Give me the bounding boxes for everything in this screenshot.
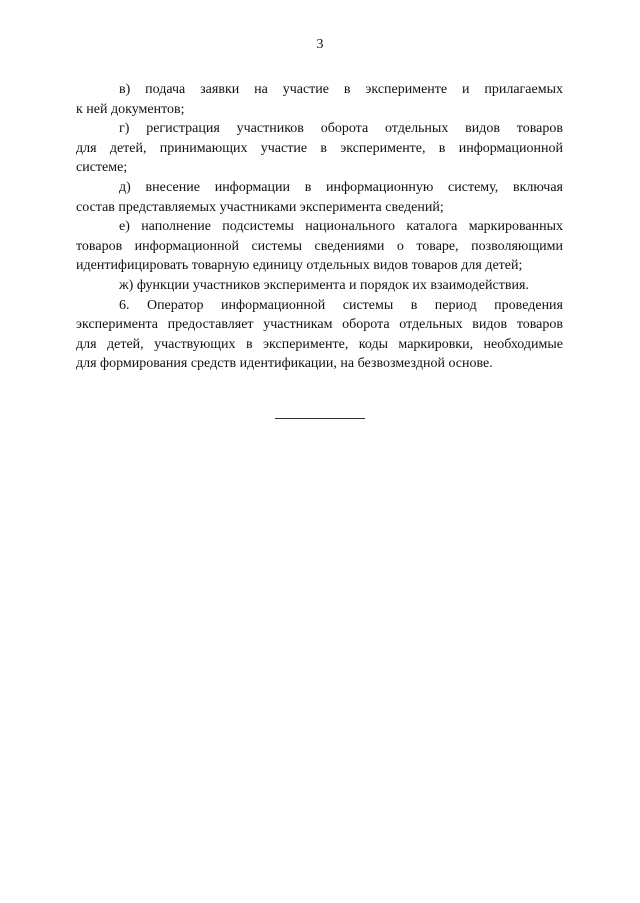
text-line: к ней документов;: [76, 101, 185, 117]
document-body: [76, 80, 563, 374]
text-line: д) внесение информации в информационную систему, включая: [119, 179, 563, 195]
text-line: системе;: [76, 160, 128, 176]
page-number: 3: [316, 37, 324, 52]
text-line: идентифицировать товарную единицу отдельных видов товаров для детей;: [76, 258, 523, 274]
text-line: 6. Оператор информационной системы в период проведения: [119, 297, 563, 313]
text-line: состав представляемых участниками эксперимента сведений;: [76, 199, 444, 215]
text-line: г) регистрация участников оборота отдельных видов товаров: [119, 121, 563, 137]
text-line: ж) функции участников эксперимента и порядок их взаимодействия.: [119, 277, 529, 293]
text-line: е) наполнение подсистемы национального каталога маркированных: [119, 219, 563, 235]
text-line: для детей, принимающих участие в эксперименте, в информационной: [76, 140, 563, 156]
text-line: эксперимента предоставляет участникам оборота отдельных видов товаров: [76, 317, 563, 333]
text-line: для детей, участвующих в эксперименте, коды маркировки, необходимые: [76, 336, 563, 352]
text-line: в) подача заявки на участие в эксперименте и прилагаемых: [119, 82, 563, 97]
text-line: товаров информационной системы сведениями о товаре, позволяющими: [76, 238, 563, 254]
text-line: для формирования средств идентификации, на безвозмездной основе.: [76, 356, 493, 372]
end-divider: [275, 418, 365, 419]
